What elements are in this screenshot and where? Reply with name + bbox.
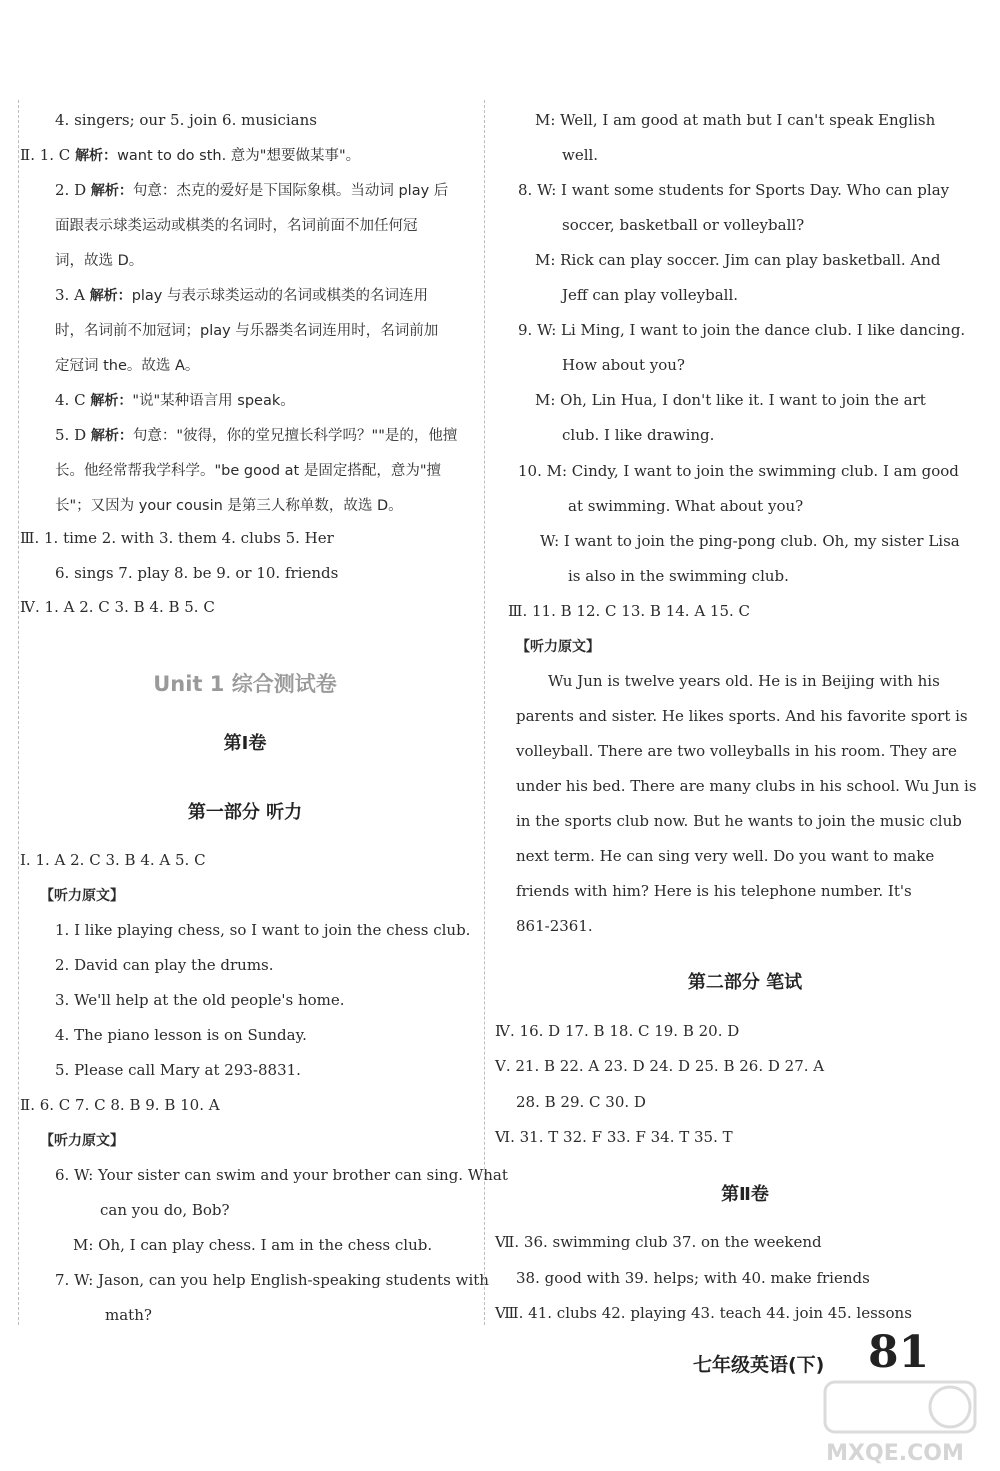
line-text: 定冠词 the。故选 A。	[55, 358, 200, 374]
written-part-heading: 第二部分 笔试	[687, 972, 803, 993]
line-text: 3. A	[55, 286, 90, 304]
left-line-10	[55, 460, 441, 481]
right-line-14	[508, 601, 750, 621]
analysis-text: "说"某种语言用 speak。	[132, 393, 295, 409]
analysis-label: 解析：	[75, 148, 118, 164]
written-line-3	[495, 1127, 733, 1147]
line-text: at swimming. What about you?	[568, 497, 804, 515]
right-line-8	[535, 390, 926, 410]
listening-line-7	[20, 1095, 220, 1115]
line-text: 6. W: Your sister can swim and your brother can sing. What	[55, 1166, 508, 1184]
line-text: in the sports club now. But he wants to join the music club	[516, 812, 962, 830]
line-text: Ⅲ. 11. B 12. C 13. B 14. A 15. C	[508, 602, 751, 620]
line-text: 5. Please call Mary at 293-8831.	[55, 1061, 301, 1079]
line-text: M: Well, I am good at math but I can't speak English	[535, 111, 936, 129]
left-margin-divider	[18, 100, 19, 1325]
listening-line-13	[105, 1305, 152, 1325]
line-text: 6. sings 7. play 8. be 9. or 10. friends	[55, 564, 339, 582]
right-line-16	[548, 671, 940, 691]
paper-two-heading: 第Ⅱ卷	[721, 1184, 769, 1205]
line-text: math?	[105, 1306, 152, 1324]
line-text: 长"；又因为 your cousin 是第三人称单数，故选 D。	[55, 498, 403, 514]
line-text: 38. good with 39. helps; with 40. make friends	[516, 1269, 870, 1287]
right-line-11	[568, 496, 803, 516]
right-line-13	[568, 566, 789, 586]
left-line-14	[20, 597, 215, 617]
listening-script-tag: 【听力原文】	[516, 639, 600, 655]
line-text: Wu Jun is twelve years old. He is in Beijing with his	[548, 672, 940, 690]
listening-line-12	[55, 1270, 489, 1290]
line-text: W: I want to join the ping-pong club. Oh, my sister Lisa	[540, 532, 960, 550]
analysis-text: 句意：杰克的爱好是下国际象棋。当动词 play 后	[132, 183, 449, 199]
grade-subject-label: 七年级英语(下)	[693, 1354, 825, 1376]
watermark-logo	[800, 1380, 990, 1468]
right-line-18	[516, 741, 957, 761]
line-text: 词，故选 D。	[55, 253, 144, 269]
line-text: 5. D	[55, 426, 91, 444]
listening-line-5	[55, 1025, 307, 1045]
line-text: 861-2361.	[516, 917, 593, 935]
analysis-label: 解析：	[90, 393, 133, 409]
right-line-20	[516, 811, 962, 831]
analysis-label: 解析：	[90, 428, 133, 444]
line-text: 4. The piano lesson is on Sunday.	[55, 1026, 307, 1044]
right-line-17	[516, 706, 968, 726]
line-text: 4. C	[55, 391, 91, 409]
right-line-12	[540, 531, 960, 551]
right-line-7	[562, 355, 685, 375]
left-line-3	[55, 215, 418, 236]
line-text: 1. I like playing chess, so I want to join the chess club.	[55, 921, 471, 939]
page-number: 81	[868, 1327, 930, 1378]
line-text: 4. singers; our 5. join 6. musicians	[55, 111, 317, 129]
line-text: 2. D	[55, 181, 91, 199]
line-text: M: Rick can play soccer. Jim can play basketball. And	[535, 251, 941, 269]
line-text: club. I like drawing.	[562, 426, 715, 444]
line-text: 长。他经常帮我学科学。"be good at 是固定搭配，意为"擅	[55, 463, 442, 479]
listening-script-tag: 【听力原文】	[40, 888, 124, 904]
listening-line-3	[55, 955, 274, 975]
left-line-12	[20, 528, 334, 548]
listening-line-10	[100, 1200, 230, 1220]
right-line-15	[516, 636, 600, 657]
unit-test-title: Unit 1 综合测试卷	[153, 672, 337, 696]
line-text: Ⅷ. 41. clubs 42. playing 43. teach 44. join 45. lessons	[495, 1304, 912, 1322]
line-text: well.	[562, 146, 599, 164]
line-text: Ⅰ. 1. A 2. C 3. B 4. A 5. C	[20, 851, 206, 869]
line-text: Ⅴ. 21. B 22. A 23. D 24. D 25. B 26. D 27. A	[495, 1057, 825, 1075]
paper-two-line-0	[495, 1232, 822, 1252]
line-text: Ⅵ. 31. T 32. F 33. F 34. T 35. T	[495, 1128, 733, 1146]
listening-line-4	[55, 990, 345, 1010]
right-line-1	[562, 145, 598, 165]
line-text: Ⅲ. 1. time 2. with 3. them 4. clubs 5. Her	[20, 529, 334, 547]
line-text: Ⅱ. 1. C	[20, 146, 76, 164]
written-line-2	[516, 1092, 646, 1112]
analysis-text: play 与表示球类运动的名词或棋类的名词连用	[131, 288, 428, 304]
column-divider	[484, 100, 485, 1325]
line-text: M: Oh, I can play chess. I am in the chess club.	[73, 1236, 433, 1254]
line-text: can you do, Bob?	[100, 1201, 230, 1219]
right-line-3	[562, 215, 804, 235]
left-line-0	[55, 110, 317, 130]
left-line-1	[20, 145, 360, 166]
line-text: is also in the swimming club.	[568, 567, 789, 585]
line-text: 28. B 29. C 30. D	[516, 1093, 646, 1111]
listening-line-11	[73, 1235, 432, 1255]
line-text: volleyball. There are two volleyballs in his room. They are	[516, 742, 957, 760]
line-text: Ⅳ. 16. D 17. B 18. C 19. B 20. D	[495, 1022, 740, 1040]
written-line-0	[495, 1021, 739, 1041]
line-text: 2. David can play the drums.	[55, 956, 274, 974]
line-text: parents and sister. He likes sports. And his favorite sport is	[516, 707, 968, 725]
right-line-23	[516, 916, 593, 936]
right-line-19	[516, 776, 977, 796]
right-line-0	[535, 110, 935, 130]
right-line-10	[518, 461, 959, 481]
listening-line-8	[40, 1130, 124, 1151]
left-line-8	[55, 390, 295, 411]
line-text: Ⅳ. 1. A 2. C 3. B 4. B 5. C	[20, 598, 215, 616]
paper-two-line-1	[516, 1268, 870, 1288]
line-text: Ⅱ. 6. C 7. C 8. B 9. B 10. A	[20, 1096, 220, 1114]
paper-two-line-2	[495, 1303, 912, 1323]
left-line-13	[55, 563, 338, 583]
line-text: Ⅶ. 36. swimming club 37. on the weekend	[495, 1233, 822, 1251]
line-text: 时，名词前不加冠词；play 与乐器类名词连用时，名词前加	[55, 323, 439, 339]
line-text: next term. He can sing very well. Do you want to make	[516, 847, 935, 865]
left-line-11	[55, 495, 403, 516]
line-text: 8. W: I want some students for Sports Day. Who can play	[518, 181, 950, 199]
left-line-2	[55, 180, 448, 201]
line-text: soccer, basketball or volleyball?	[562, 216, 805, 234]
left-line-4	[55, 250, 143, 271]
paper-one-heading: 第Ⅰ卷	[223, 733, 267, 754]
right-line-2	[518, 180, 949, 200]
left-line-5	[55, 285, 428, 306]
line-text: under his bed. There are many clubs in his school. Wu Jun is	[516, 777, 977, 795]
analysis-label: 解析：	[90, 183, 133, 199]
line-text: 9. W: Li Ming, I want to join the dance club. I like dancing.	[518, 321, 966, 339]
listening-line-6	[55, 1060, 301, 1080]
written-line-1	[495, 1056, 824, 1076]
right-line-4	[535, 250, 941, 270]
right-line-9	[562, 425, 714, 445]
left-line-6	[55, 320, 438, 341]
right-line-21	[516, 846, 934, 866]
line-text: 面跟表示球类运动或棋类的名词时，名词前面不加任何冠	[55, 218, 418, 234]
line-text: 7. W: Jason, can you help English-speaking students with	[55, 1271, 489, 1289]
listening-line-9	[55, 1165, 508, 1185]
analysis-text: 句意："彼得，你的堂兄擅长科学吗？""是的，他擅	[132, 428, 458, 444]
left-line-9	[55, 425, 457, 446]
line-text: Jeff can play volleyball.	[562, 286, 739, 304]
listening-line-0	[20, 850, 206, 870]
right-line-6	[518, 320, 965, 340]
right-line-22	[516, 881, 912, 901]
listening-part-heading: 第一部分 听力	[187, 802, 303, 823]
listening-script-tag: 【听力原文】	[40, 1133, 124, 1149]
line-text: friends with him? Here is his telephone number. It's	[516, 882, 912, 900]
left-line-7	[55, 355, 199, 376]
analysis-text: want to do sth. 意为"想要做某事"。	[117, 148, 361, 164]
listening-line-2	[55, 920, 470, 940]
line-text: How about you?	[562, 356, 685, 374]
analysis-label: 解析：	[89, 288, 132, 304]
right-line-5	[562, 285, 738, 305]
line-text: M: Oh, Lin Hua, I don't like it. I want to join the art	[535, 391, 926, 409]
watermark-text: MXQE.COM	[826, 1441, 964, 1466]
line-text: 10. M: Cindy, I want to join the swimming club. I am good	[518, 462, 959, 480]
line-text: 3. We'll help at the old people's home.	[55, 991, 345, 1009]
listening-line-1	[40, 885, 124, 906]
